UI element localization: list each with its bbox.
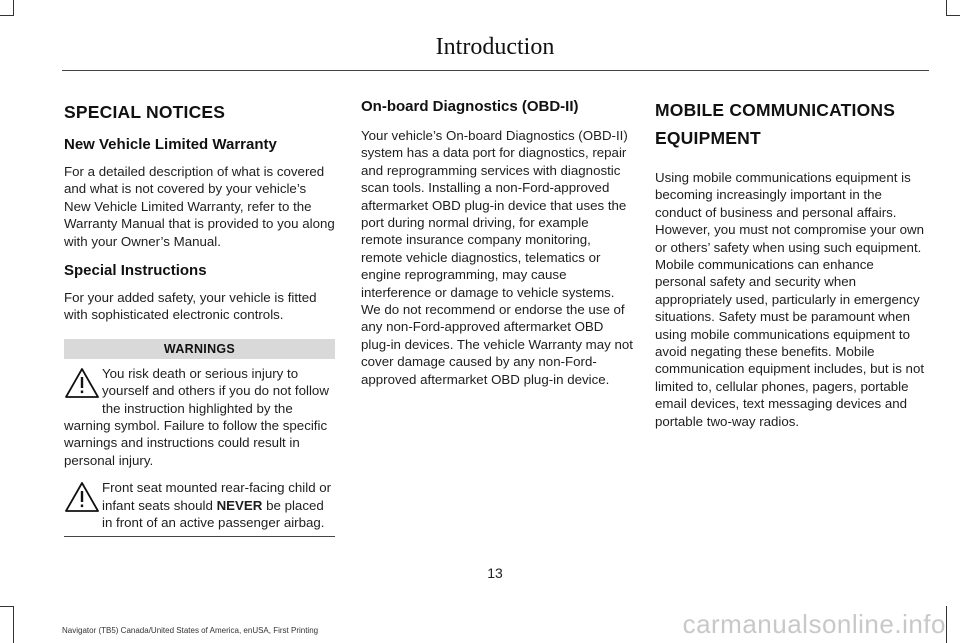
header-rule: [62, 70, 929, 71]
heading-obd: On-board Diagnostics (OBD-II): [361, 98, 579, 115]
heading-new-vehicle-limited-warranty: New Vehicle Limited Warranty: [64, 136, 277, 153]
footer-text: Navigator (TB5) Canada/United States of America, enUSA, First Printing: [62, 626, 319, 635]
section-title-line-1: MOBILE COMMUNICATIONS: [655, 100, 896, 120]
warning-item: [64, 365, 335, 469]
section-title-mobile-communications: [655, 96, 928, 152]
crop-mark: [0, 606, 14, 607]
special-instructions-paragraph: For your added safety, your vehicle is fitted with sophisticated electronic controls.: [64, 290, 317, 323]
warning-text-post: be placed in front of an active passenger airbag.: [102, 497, 325, 531]
warning-text: You risk death or serious injury to yourself and others if you do not follow the instruction highlighted by the warning symbol. Failure to follow the specific warnings and instructions could result in personal injury.: [64, 365, 329, 468]
warning-text-pre: Front seat mounted rear-facing child or infant seats should: [102, 480, 332, 513]
warning-text-emphasis: NEVER: [216, 497, 263, 513]
warning-item: [64, 479, 335, 531]
warnings-bottom-rule: [64, 536, 335, 537]
section-title-special-notices: SPECIAL NOTICES: [64, 102, 226, 122]
column-special-notices: [64, 96, 335, 537]
crop-mark: [13, 0, 14, 16]
heading-special-instructions: Special Instructions: [64, 262, 207, 280]
column-mobile-communications: [655, 96, 928, 430]
crop-mark: [0, 15, 14, 16]
page-header-title: Introduction: [435, 34, 555, 60]
section-title-line-2: EQUIPMENT: [655, 128, 761, 148]
crop-mark: [13, 606, 14, 643]
warranty-paragraph: For a detailed description of what is covered and what is not covered by your vehicle’s New Vehicle Limited Warranty, refer to the Warranty Manual that is provided to you along with your Owner’s Manual.: [64, 164, 335, 249]
obd-paragraph: Your vehicle’s On-board Diagnostics (OBD-II) system has a data port for diagnostics, repair and reprogramming services with diagnostic scan tools. Installing a non-Ford-approved aftermarket OBD plug-in device that uses the port during normal driving, for example remote insurance company monitoring, remote vehicle diagnostics, telematics or engine reprogramming, may cause interference or damage to vehicle systems. We do not recommend or endorse the use of any non-Ford-approved aftermarket OBD plug-in devices. The vehicle Warranty may not cover damage caused by any non-Ford-approved aftermarket OBD plug-in device.: [361, 128, 633, 387]
warning-triangle-icon: [64, 480, 100, 514]
mobile-communications-paragraph: Using mobile communications equipment is becoming increasingly important in the conduct of business and personal affairs. However, you must not compromise your own or others’ safety when using such equipment. Mobile communications can enhance personal safety and security when appropriately used, particularly in emergency situations. Safety must be paramount when using mobile communications equipment to avoid negating these benefits. Mobile communication equipment includes, but is not limited to, cellular phones, pagers, portable email devices, text messaging devices and portable two-way radios.: [655, 170, 925, 429]
column-obd: [361, 96, 633, 388]
page-number: 13: [487, 565, 503, 581]
warning-triangle-icon: [64, 366, 100, 400]
crop-mark: [946, 606, 947, 643]
crop-mark: [946, 0, 947, 16]
crop-mark: [946, 15, 960, 16]
warnings-header: WARNINGS: [64, 339, 335, 359]
watermark: carmanualsonline.info: [682, 609, 946, 639]
